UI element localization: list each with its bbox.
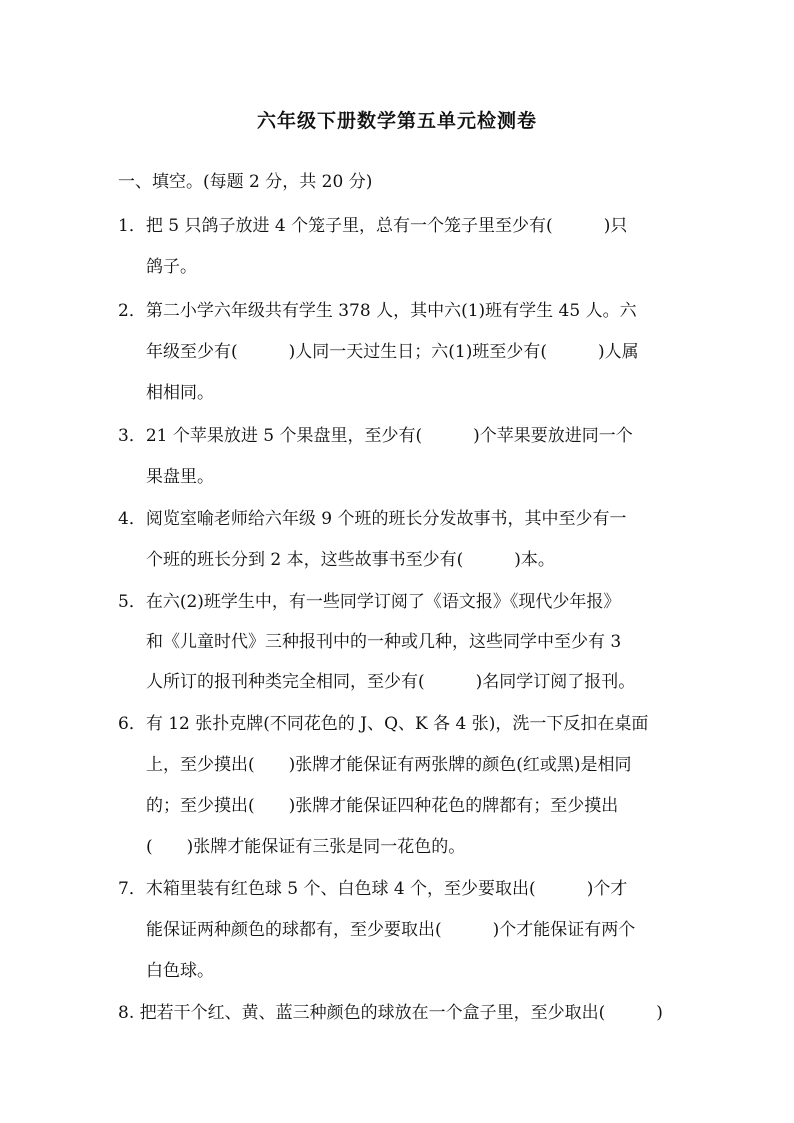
question-5-line-2: 和《儿童时代》三种报刊中的一种或几种，这些同学中至少有 3 (146, 632, 622, 652)
question-6-line-4: ( )张牌才能保证有三张是同一花色的。 (146, 837, 466, 857)
question-6-line-1: 6．有 12 张扑克牌(不同花色的 J、Q、K 各 4 张)，洗一下反扣在桌面 (118, 714, 649, 734)
question-7-line-1: 7．木箱里装有红色球 5 个、白色球 4 个，至少要取出( )个才 (118, 879, 628, 899)
question-6-line-3: 的；至少摸出( )张牌才能保证四种花色的牌都有；至少摸出 (146, 796, 619, 816)
question-2-line-2: 年级至少有( )人同一天过生日；六(1)班至少有( )人属 (146, 342, 639, 362)
question-1-line-1: 1．把 5 只鸽子放进 4 个笼子里，总有一个笼子里至少有( )只 (118, 216, 628, 236)
question-5-line-3: 人所订的报刊种类完全相同，至少有( )名同学订阅了报刊。 (146, 672, 636, 692)
question-2-line-1: 2．第二小学六年级共有学生 378 人，其中六(1)班有学生 45 人。六 (118, 301, 637, 321)
question-4-line-1: 4．阅览室喻老师给六年级 9 个班的班长分发故事书，其中至少有一 (118, 509, 627, 529)
question-4-line-2: 个班的班长分到 2 本，这些故事书至少有( )本。 (146, 550, 555, 570)
question-7-line-3: 白色球。 (146, 961, 214, 981)
question-1-line-2: 鸽子。 (146, 257, 197, 277)
question-8-line-1: 8. 把若干个红、黄、蓝三种颜色的球放在一个盒子里，至少取出( ) (118, 1003, 663, 1023)
page-title: 六年级下册数学第五单元检测卷 (256, 110, 537, 132)
question-5-line-1: 5．在六(2)班学生中，有一些同学订阅了《语文报》《现代少年报》 (118, 592, 621, 612)
section-heading: 一、填空。(每题 2 分，共 20 分) (118, 172, 373, 192)
question-3-line-2: 果盘里。 (146, 467, 214, 487)
question-3-line-1: 3．21 个苹果放进 5 个果盘里，至少有( )个苹果要放进同一个 (118, 426, 633, 446)
question-2-line-3: 相相同。 (146, 383, 214, 403)
question-7-line-2: 能保证两种颜色的球都有，至少要取出( )个才能保证有两个 (146, 920, 636, 940)
question-6-line-2: 上，至少摸出( )张牌才能保证有两张牌的颜色(红或黑)是相同 (146, 755, 632, 775)
